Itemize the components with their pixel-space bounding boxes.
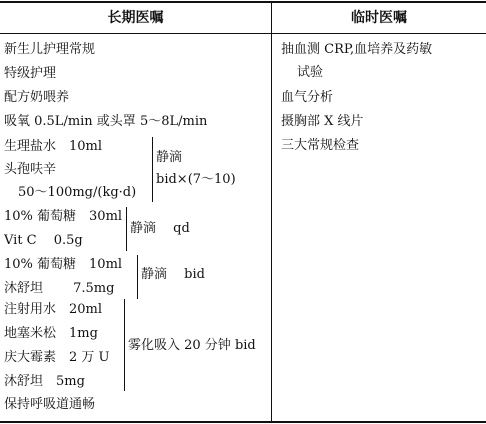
group2-glucose: 10% 葡萄糖 30ml (4, 209, 123, 224)
order-keep-airway: 保持呼吸道通畅 (4, 397, 96, 412)
temp-order-blood-gas: 血气分析 (281, 90, 334, 105)
temp-order-blood-tests-cont: 试验 (297, 65, 324, 80)
group4-gentamicin: 庆大霉素 2 万 U (4, 350, 110, 365)
order-newborn-care: 新生儿护理常规 (4, 42, 96, 57)
column-divider (271, 1, 272, 423)
group1-route: 静滴 (156, 150, 183, 165)
group3-ambroxol: 沐舒坦 7.5mg (4, 281, 115, 296)
group4-dexamethasone: 地塞米松 1mg (4, 326, 98, 341)
group2-bracket (126, 207, 127, 251)
group3-glucose: 10% 葡萄糖 10ml (4, 257, 123, 272)
group3-bracket (137, 255, 138, 299)
group1-bracket (152, 137, 153, 202)
order-oxygen: 吸氧 0.5L/min 或头罩 5～8L/min (4, 114, 208, 129)
group2-vitc: Vit C 0.5g (4, 233, 83, 248)
group1-frequency: bid×(7～10) (156, 172, 236, 187)
group2-route: 静滴 qd (130, 221, 190, 236)
long-term-orders-header: 长期医嘱 (107, 10, 164, 26)
group4-ambroxol: 沐舒坦 5mg (4, 374, 85, 389)
group4-water: 注射用水 20ml (4, 302, 103, 317)
group1-saline: 生理盐水 10ml (4, 139, 103, 154)
temp-order-blood-tests: 抽血测 CRP,血培养及药敏 (281, 42, 433, 57)
group4-route: 雾化吸入 20 分钟 bid (128, 338, 256, 353)
order-special-nursing: 特级护理 (4, 66, 57, 81)
bottom-rule (0, 421, 486, 423)
temporary-orders-header: 临时医嘱 (351, 10, 407, 26)
temp-order-routine-exams: 三大常规检查 (281, 138, 360, 153)
group1-dose: 50～100mg/(kg·d) (18, 185, 137, 200)
header-rule (0, 33, 486, 34)
group4-bracket (124, 299, 125, 391)
top-rule (0, 1, 486, 3)
group3-route: 静滴 bid (141, 267, 205, 282)
temp-order-chest-xray: 摄胸部 X 线片 (281, 114, 364, 129)
order-formula-feeding: 配方奶喂养 (4, 90, 70, 105)
group1-cefuroxime: 头孢呋辛 (4, 162, 57, 177)
